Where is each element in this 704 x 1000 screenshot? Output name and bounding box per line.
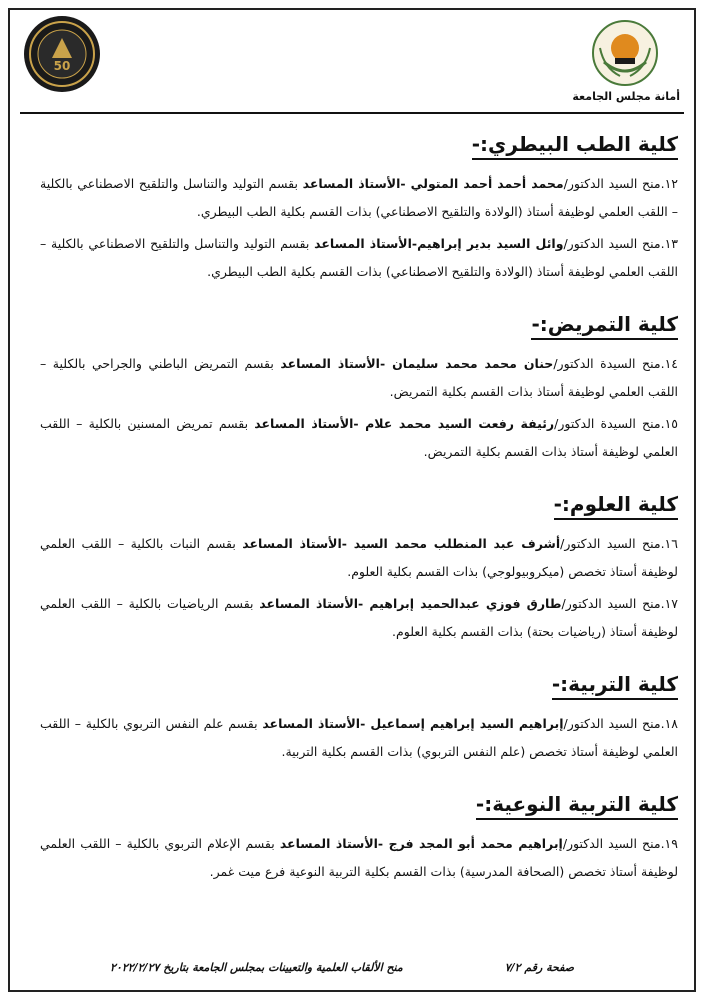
section-nursing xyxy=(40,312,678,466)
section-title: كلية العلوم:- xyxy=(554,492,678,520)
golden-jubilee-logo xyxy=(22,14,102,94)
university-emblem-logo xyxy=(590,18,660,88)
section-specific-education xyxy=(40,792,678,886)
council-secretariat-label: أمانة مجلس الجامعة xyxy=(572,90,680,103)
section-title: كلية التربية النوعية:- xyxy=(476,792,678,820)
list-item: ١٢.منح السيد الدكتور/محمد أحمد أحمد المتولي -الأستاذ المساعد بقسم التوليد والتناسل والتلقيح الاصطناعي بالكلية – اللقب العلمي لوظيفة أستاذ (الولادة والتلقيح الاصطناعي) بذات القسم بكلية الطب البيطري. xyxy=(40,176,679,219)
section-vet-medicine xyxy=(40,132,678,286)
header-divider xyxy=(20,112,684,114)
section-title: كلية الطب البيطري:- xyxy=(472,132,678,160)
list-item: ١٦.منح السيد الدكتور/أشرف عبد المنطلب محمد السيد -الأستاذ المساعد بقسم النبات بالكلية – اللقب العلمي لوظيفة أستاذ تخصص (ميكروبيولوجي) بذات القسم بكلية العلوم. xyxy=(40,536,678,579)
section-science xyxy=(40,492,678,646)
footer-page-number: صفحة رقم ٧/٢ xyxy=(504,961,574,974)
section-title: كلية التمريض:- xyxy=(531,312,678,340)
list-item: ١٧.منح السيد الدكتور/طارق فوزي عبدالحميد إبراهيم -الأستاذ المساعد بقسم الرياضيات بالكلية – اللقب العلمي لوظيفة أستاذ (رياضيات بحتة) بذات القسم بكلية العلوم. xyxy=(40,596,679,639)
list-item: ١٥.منح السيدة الدكتور/رئيفة رفعت السيد محمد علام -الأستاذ المساعد بقسم تمريض المسنين بالكلية – اللقب العلمي لوظيفة أستاذ بذات القسم بكلية التمريض. xyxy=(40,416,678,459)
list-item: ١٤.منح السيدة الدكتور/حنان محمد محمد سليمان -الأستاذ المساعد بقسم التمريض الباطني والجراحي بالكلية – اللقب العلمي لوظيفة أستاذ بذات القسم بكلية التمريض. xyxy=(40,356,678,399)
section-title: كلية التربية:- xyxy=(552,672,678,700)
list-item: ١٨.منح السيد الدكتور/إبراهيم السيد إبراهيم إسماعيل -الأستاذ المساعد بقسم علم النفس التربوي بالكلية – اللقب العلمي لوظيفة أستاذ تخصص (علم النفس التربوي) بذات القسم بكلية التربية. xyxy=(40,716,678,759)
section-education xyxy=(40,672,678,766)
page-footer xyxy=(110,961,574,974)
list-item: ١٣.منح السيد الدكتور/وائل السيد بدير إبراهيم-الأستاذ المساعد بقسم التوليد والتناسل والتلقيح الاصطناعي بالكلية – اللقب العلمي لوظيفة أستاذ (الولادة والتلقيح الاصطناعي) بذات القسم بكلية الطب البيطري. xyxy=(40,236,678,279)
footer-caption: منح الألقاب العلمية والتعيينات بمجلس الجامعة بتاريخ ٢٠٢٢/٢/٢٧ xyxy=(110,961,403,974)
list-item: ١٩.منح السيد الدكتور/إبراهيم محمد أبو المجد فرج -الأستاذ المساعد بقسم الإعلام التربوي بالكلية – اللقب العلمي لوظيفة أستاذ تخصص (الصحافة المدرسية) بذات القسم بكلية التربية النوعية فرع ميت غمر. xyxy=(40,836,678,879)
svg-text:50: 50 xyxy=(53,59,71,73)
document-content xyxy=(40,132,678,912)
